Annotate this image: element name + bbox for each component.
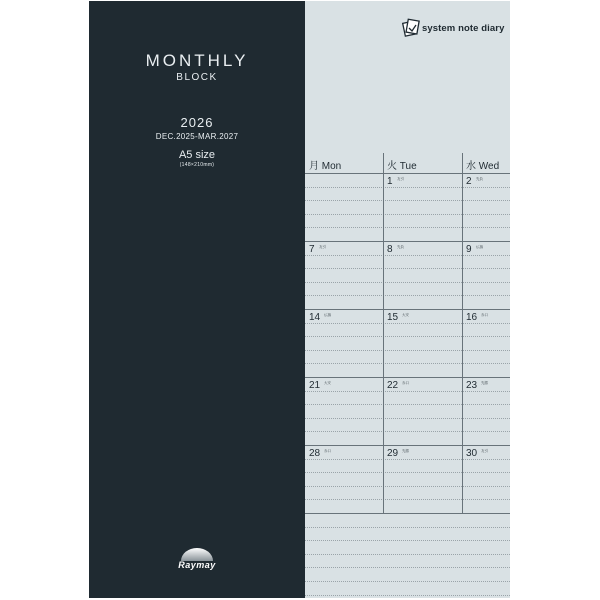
writing-line xyxy=(305,486,510,487)
writing-line xyxy=(305,350,510,351)
writing-line xyxy=(305,404,510,405)
writing-line xyxy=(305,554,510,555)
brand-arc-icon xyxy=(177,547,217,561)
week-divider xyxy=(305,445,510,446)
week-divider xyxy=(305,309,510,310)
writing-line xyxy=(305,527,510,528)
rokuyo-note: 友引 xyxy=(319,245,326,249)
date-number: 2 xyxy=(466,176,472,187)
cover-date-range: DEC.2025-MAR.2027 xyxy=(155,132,239,141)
writing-line xyxy=(305,595,510,596)
rokuyo-note: 友引 xyxy=(397,177,404,181)
writing-line xyxy=(305,363,510,364)
day-header: 月 Mon xyxy=(309,161,342,172)
date-number: 9 xyxy=(466,244,472,255)
writing-line xyxy=(305,540,510,541)
rokuyo-note: 仏滅 xyxy=(476,245,483,249)
date-number: 23 xyxy=(466,380,478,391)
rokuyo-note: 先負 xyxy=(397,245,404,249)
date-number: 15 xyxy=(387,312,399,323)
date-number: 1 xyxy=(387,176,393,187)
writing-line xyxy=(305,295,510,296)
cover-year: 2026 xyxy=(180,115,214,130)
cover-subtitle: BLOCK xyxy=(176,72,218,83)
column-divider xyxy=(462,153,463,513)
brand-logo xyxy=(157,547,237,575)
writing-line xyxy=(305,323,510,324)
cover-title: MONTHLY xyxy=(145,51,249,70)
rokuyo-note: 先勝 xyxy=(402,449,409,453)
writing-line xyxy=(305,472,510,473)
date-number: 21 xyxy=(309,380,321,391)
writing-line xyxy=(305,336,510,337)
writing-line xyxy=(305,282,510,283)
rokuyo-note: 友引 xyxy=(481,449,488,453)
cover-panel xyxy=(89,1,305,598)
rokuyo-note: 赤口 xyxy=(324,449,331,453)
date-number: 7 xyxy=(309,244,315,255)
column-divider xyxy=(383,153,384,513)
date-number: 30 xyxy=(466,448,478,459)
rokuyo-note: 大安 xyxy=(402,313,409,317)
writing-line xyxy=(305,214,510,215)
date-number: 28 xyxy=(309,448,321,459)
writing-line xyxy=(305,418,510,419)
calendar-page xyxy=(305,1,510,598)
writing-line xyxy=(305,227,510,228)
day-header: 火 Tue xyxy=(387,161,417,172)
writing-line xyxy=(305,391,510,392)
date-number: 16 xyxy=(466,312,478,323)
notebook-icon xyxy=(402,18,420,38)
logo xyxy=(402,18,504,38)
rokuyo-note: 大安 xyxy=(324,381,331,385)
writing-line xyxy=(305,581,510,582)
writing-line xyxy=(305,255,510,256)
week-divider xyxy=(305,513,510,514)
writing-line xyxy=(305,200,510,201)
rokuyo-note: 先勝 xyxy=(481,381,488,385)
writing-line xyxy=(305,459,510,460)
week-divider xyxy=(305,377,510,378)
rokuyo-note: 仏滅 xyxy=(324,313,331,317)
date-number: 8 xyxy=(387,244,393,255)
date-number: 29 xyxy=(387,448,399,459)
cover-dimensions: (148×210mm) xyxy=(179,162,215,168)
writing-line xyxy=(305,431,510,432)
week-divider xyxy=(305,241,510,242)
writing-line xyxy=(305,268,510,269)
rokuyo-note: 赤口 xyxy=(402,381,409,385)
writing-line xyxy=(305,567,510,568)
week-divider xyxy=(305,173,510,174)
logo-text: system note diary xyxy=(422,22,505,34)
rokuyo-note: 先負 xyxy=(476,177,483,181)
date-number: 22 xyxy=(387,380,399,391)
cover-size-label: A5 size xyxy=(178,149,216,161)
writing-line xyxy=(305,187,510,188)
brand-name: Raymay xyxy=(178,560,216,570)
rokuyo-note: 赤口 xyxy=(481,313,488,317)
day-header: 水 Wed xyxy=(466,161,500,172)
writing-line xyxy=(305,499,510,500)
date-number: 14 xyxy=(309,312,321,323)
